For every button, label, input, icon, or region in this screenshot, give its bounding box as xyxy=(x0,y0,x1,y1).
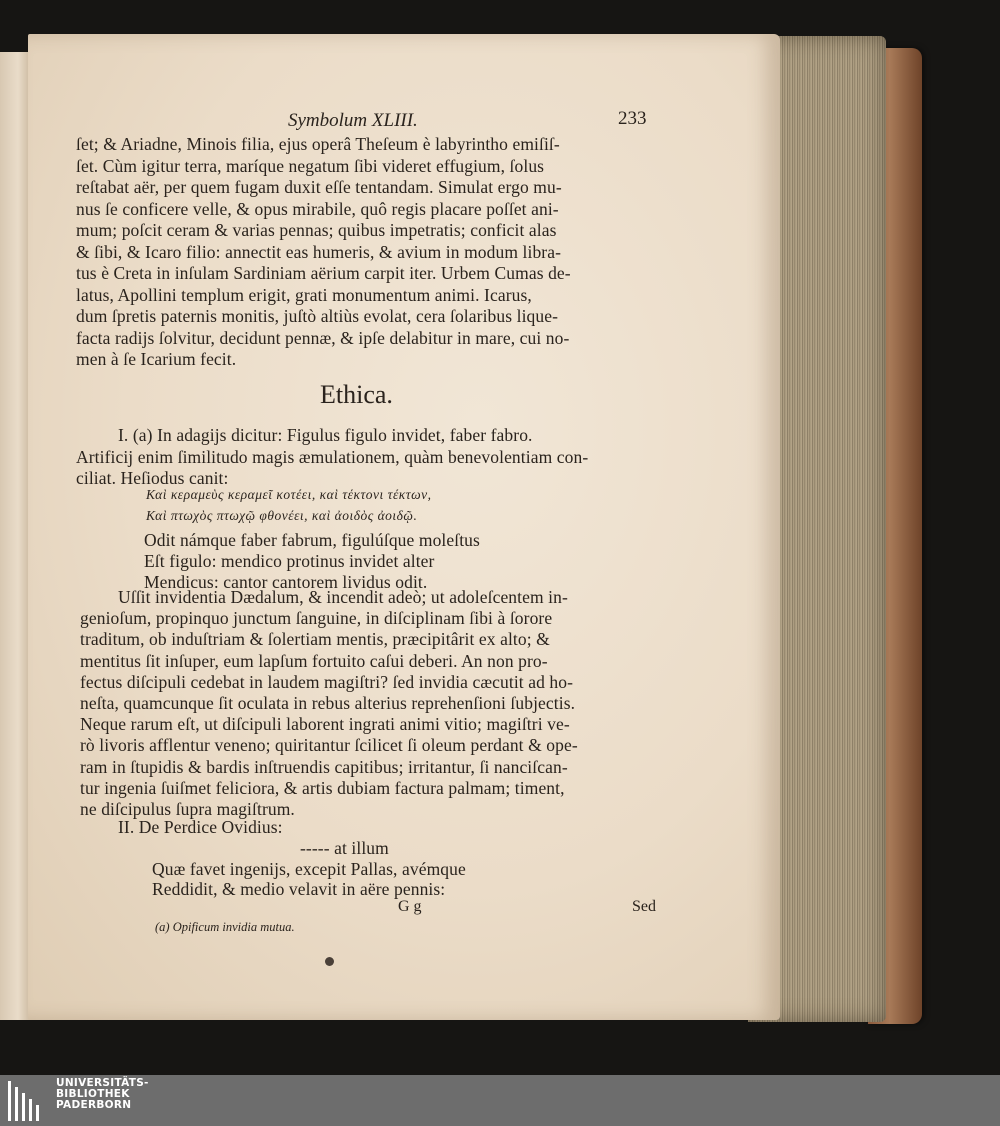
text-line: traditum, ob induſtriam & ſolertiam mentis, præcipitârit ex alto; & xyxy=(80,629,550,650)
text-line: mentitus ſit inſuper, eum lapſum fortuito caſui deberi. An non pro- xyxy=(80,650,548,671)
text-line: Artificij enim ſimilitudo magis æmulationem, quàm benevolentiam con- xyxy=(76,446,589,467)
text-line: Neque rarum eſt, ut diſcipuli laborent ingrati animi vitio; magiſtri ve- xyxy=(80,714,570,735)
signature-mark: G g xyxy=(398,898,422,915)
text-line: Mendicus: cantor cantorem lividus odit. xyxy=(144,572,428,592)
text-line: Uſſit invidentia Dædalum, & incendit adeò; ut adoleſcentem in- xyxy=(118,587,568,607)
section-ii-heading: II. De Perdice Ovidius: xyxy=(118,817,283,837)
footer-label-line1: UNIVERSITÄTS- xyxy=(56,1077,149,1089)
text-line: neſta, quamcunque ſit oculata in rebus alterius reprehenſioni ſubjectis. xyxy=(80,693,576,713)
text-line: ſet. Cùm igitur terra, maríque negatum ſibi videret effugium, ſolus xyxy=(76,155,545,176)
text-line: mum; poſcit ceram & varias pennas; quibus impetratis; conficit alas xyxy=(76,220,557,240)
text-line: ----- at illum xyxy=(300,838,389,858)
text-line: genioſum, propinquo junctum ſanguine, in diſciplinam ſibi à ſorore xyxy=(80,608,553,629)
section-title: Ethica. xyxy=(320,380,393,409)
text-line: I. (a) In adagijs dicitur: Figulus figulo invidet, faber fabro. xyxy=(118,425,533,445)
text-line: ſet; & Ariadne, Minois filia, ejus operâ Theſeum è labyrintho emiſiſ- xyxy=(76,134,560,154)
text-line: facta radijs ſolvitur, decidunt pennæ, & ipſe delabitur in mare, cui no- xyxy=(76,327,570,348)
left-page-edge xyxy=(0,52,31,1020)
text-line: Καὶ πτωχὸς πτωχῷ φθονέει, καὶ ἀοιδὸς ἀοιδῷ. xyxy=(146,508,418,523)
footer-label-line2: BIBLIOTHEK xyxy=(56,1088,130,1100)
ink-spot xyxy=(325,957,334,966)
footer-label-line3: PADERBORN xyxy=(56,1099,132,1111)
running-header: Symbolum XLIII. xyxy=(288,110,418,131)
text-line: reſtabat aër, per quem fugam duxit eſſe tentandam. Simulat ergo mu- xyxy=(76,177,562,197)
library-footer-bar xyxy=(0,1075,1000,1126)
text-line: Eſt figulo: mendico protinus invidet alter xyxy=(144,551,435,571)
catchword: Sed xyxy=(632,898,656,915)
footnote: (a) Opificum invidia mutua. xyxy=(155,920,295,934)
text-line: ciliat. Heſiodus canit: xyxy=(76,468,229,488)
text-line: Καὶ κεραμεὺς κεραμεῖ κοτέει, καὶ τέκτονι τέκτων, xyxy=(146,487,432,502)
text-line: Odit námque faber fabrum, figulúſque moleſtus xyxy=(144,530,480,550)
text-line: men à ſe Icarium fecit. xyxy=(76,349,237,369)
text-line: latus, Apollini templum erigit, grati monumentum animi. Icarus, xyxy=(76,284,532,305)
text-line: Quæ favet ingenijs, excepit Pallas, avémque xyxy=(152,858,466,879)
text-line: & ſibi, & Icaro filio: annectit eas humeris, & avium in modum libra- xyxy=(76,241,562,262)
text-line: rò livoris afflentur veneno; quiritantur ſcilicet ſi oleum perdant & ope- xyxy=(80,735,578,756)
text-line: dum ſpretis paternis monitis, juſtò altiùs evolat, cera ſolaribus lique- xyxy=(76,306,559,326)
page-number: 233 xyxy=(618,108,647,129)
library-logo-icon xyxy=(8,1081,48,1121)
text-line: Reddidit, & medio velavit in aëre pennis: xyxy=(152,879,446,899)
text-line: fectus diſcipuli cedebat in laudem magiſtri? ſed invidia cæcutit ad ho- xyxy=(80,671,574,692)
text-line: tur ingenia ſuiſmet feliciora, & artis dubiam factura palmam; timent, xyxy=(80,777,565,798)
text-line: tus è Creta in inſulam Sardiniam aërium carpit iter. Urbem Cumas de- xyxy=(76,263,571,283)
text-line: ne diſcipulus ſupra magiſtrum. xyxy=(80,799,295,819)
text-line: ram in ſtupidis & bardis inſtruendis capitibus; irritantur, ſi nanciſcan- xyxy=(80,756,568,777)
text-line: nus ſe conficere velle, & opus mirabile, quô regis placare poſſet ani- xyxy=(76,198,559,219)
